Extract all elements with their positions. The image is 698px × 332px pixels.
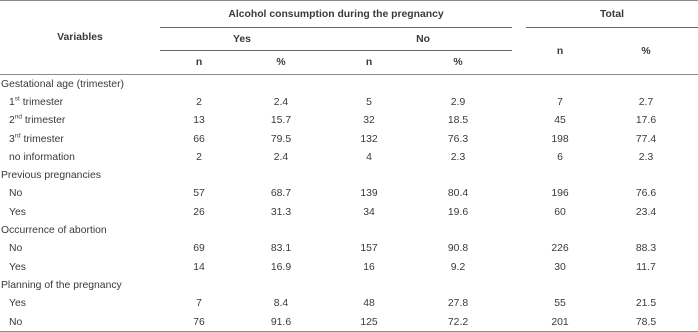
row-label: no information xyxy=(9,151,75,163)
total-pct-cell: 21.5 xyxy=(635,298,657,310)
total-n-cell: 30 xyxy=(554,261,566,273)
table-row xyxy=(0,148,698,166)
gap-cell xyxy=(324,130,334,148)
no-pct-cell: 9.2 xyxy=(450,261,466,273)
no-n-cell: 125 xyxy=(334,313,404,332)
no-pct-cell: 2.9 xyxy=(450,96,466,108)
table-row xyxy=(0,112,698,130)
yes-pct-cell: 8.4 xyxy=(273,298,289,310)
total-n-cell: 6 xyxy=(557,151,563,163)
total-pct-cell: 17.6 xyxy=(635,115,657,127)
yes-n-cell: 2 xyxy=(196,151,202,163)
total-pct-cell: 2.3 xyxy=(638,151,654,163)
yes-pct-cell: 15.7 xyxy=(270,115,292,127)
gap-cell xyxy=(512,130,526,148)
yes-n-cell: 7 xyxy=(196,298,202,310)
no-n-cell: 16 xyxy=(363,261,375,273)
section-title: Occurrence of abortion xyxy=(1,225,107,237)
total-n-cell: 198 xyxy=(551,133,569,145)
gap-cell xyxy=(324,203,334,221)
total-n-cell: 7 xyxy=(557,96,563,108)
table-row xyxy=(0,185,698,203)
yes-n-cell: 14 xyxy=(193,261,205,273)
no-n-cell: 157 xyxy=(360,243,378,255)
section-header-row xyxy=(0,75,698,94)
no-pct-cell: 76.3 xyxy=(447,133,469,145)
alcohol-group-header: Alcohol consumption during the pregnancy xyxy=(160,1,512,28)
yes-n-cell: 2 xyxy=(196,96,202,108)
gap-cell xyxy=(324,240,334,258)
no-n-header: n xyxy=(334,51,404,75)
yes-pct-cell: 16.9 xyxy=(270,261,292,273)
no-pct-cell: 19.6 xyxy=(447,206,469,218)
no-pct-cell: 72.2 xyxy=(404,313,512,332)
yes-n-cell: 69 xyxy=(193,243,205,255)
no-pct-cell: 2.3 xyxy=(450,151,466,163)
row-label: 3rd trimester xyxy=(9,132,64,145)
total-pct-cell: 88.3 xyxy=(635,243,657,255)
total-pct-cell: 76.6 xyxy=(635,188,657,200)
table-row xyxy=(0,203,698,221)
total-pct-cell: 23.4 xyxy=(635,206,657,218)
section-header-row xyxy=(0,221,698,239)
gap-cell xyxy=(512,185,526,203)
yes-n-cell: 66 xyxy=(193,133,205,145)
yes-n-cell: 57 xyxy=(193,188,205,200)
gap-cell xyxy=(512,295,526,313)
section-title: Gestational age (trimester) xyxy=(0,75,698,94)
row-label: Yes xyxy=(9,261,26,273)
table-row xyxy=(0,295,698,313)
variables-header: Variables xyxy=(0,1,160,75)
section-header-row xyxy=(0,166,698,184)
total-n-cell: 55 xyxy=(554,298,566,310)
yes-pct-cell: 83.1 xyxy=(270,243,292,255)
section-title: Previous pregnancies xyxy=(1,170,101,182)
yes-pct-cell: 2.4 xyxy=(273,151,289,163)
gap-cell xyxy=(324,148,334,166)
gap-cell xyxy=(324,112,334,130)
yes-n-cell: 76 xyxy=(160,313,238,332)
row-label: 2nd trimester xyxy=(9,113,66,127)
gap-cell xyxy=(324,313,334,332)
yes-n-header: n xyxy=(160,51,238,75)
gap-cell xyxy=(324,295,334,313)
table-body xyxy=(0,75,698,332)
no-n-cell: 48 xyxy=(363,298,375,310)
total-n-header: n xyxy=(526,28,594,75)
yes-pct-cell: 31.3 xyxy=(270,206,292,218)
no-pct-cell: 80.4 xyxy=(447,188,469,200)
row-label: No xyxy=(0,313,160,332)
no-pct-cell: 27.8 xyxy=(447,298,469,310)
yes-pct-cell: 91.6 xyxy=(238,313,324,332)
gap-cell xyxy=(512,93,526,111)
gap-cell xyxy=(324,93,334,111)
gap-cell xyxy=(512,112,526,130)
row-label: 1st trimester xyxy=(9,95,64,108)
yes-pct-cell: 79.5 xyxy=(270,133,292,145)
total-n-cell: 45 xyxy=(554,115,566,127)
no-n-cell: 4 xyxy=(366,151,372,163)
total-pct-cell: 2.7 xyxy=(638,96,654,108)
gap-cell xyxy=(512,240,526,258)
yes-group-header: Yes xyxy=(160,28,324,51)
no-n-cell: 34 xyxy=(363,206,375,218)
total-pct-cell: 77.4 xyxy=(635,133,657,145)
total-n-cell: 196 xyxy=(551,188,569,200)
row-label: Yes xyxy=(9,206,26,218)
yes-pct-cell: 68.7 xyxy=(270,188,292,200)
total-n-cell: 226 xyxy=(551,243,569,255)
row-label: Yes xyxy=(9,298,26,310)
total-header: Total xyxy=(526,1,698,28)
no-n-cell: 132 xyxy=(360,133,378,145)
gap-cell xyxy=(512,203,526,221)
total-n-cell: 60 xyxy=(554,206,566,218)
yes-n-cell: 13 xyxy=(193,115,205,127)
no-n-cell: 5 xyxy=(366,96,372,108)
no-pct-cell: 90.8 xyxy=(447,243,469,255)
gap-cell xyxy=(512,148,526,166)
row-label: No xyxy=(9,243,23,255)
table-row xyxy=(0,313,698,332)
total-pct-cell: 78.5 xyxy=(594,313,698,332)
no-pct-header: % xyxy=(404,51,512,75)
total-pct-header: % xyxy=(594,28,698,75)
no-n-cell: 139 xyxy=(360,188,378,200)
yes-n-cell: 26 xyxy=(193,206,205,218)
no-pct-cell: 18.5 xyxy=(447,115,469,127)
table-row xyxy=(0,93,698,111)
total-n-cell: 201 xyxy=(526,313,594,332)
no-n-cell: 32 xyxy=(363,115,375,127)
gap-cell xyxy=(324,185,334,203)
gap-cell xyxy=(324,258,334,276)
section-title: Planning of the pregnancy xyxy=(1,279,122,291)
table-row xyxy=(0,240,698,258)
yes-pct-header: % xyxy=(238,51,324,75)
row-label: No xyxy=(9,188,23,200)
no-group-header: No xyxy=(334,28,512,51)
yes-pct-cell: 2.4 xyxy=(273,96,289,108)
gap-cell xyxy=(512,258,526,276)
table-row xyxy=(0,258,698,276)
total-pct-cell: 11.7 xyxy=(636,261,656,273)
gap-cell xyxy=(512,313,526,332)
table-row xyxy=(0,130,698,148)
section-header-row xyxy=(0,276,698,294)
